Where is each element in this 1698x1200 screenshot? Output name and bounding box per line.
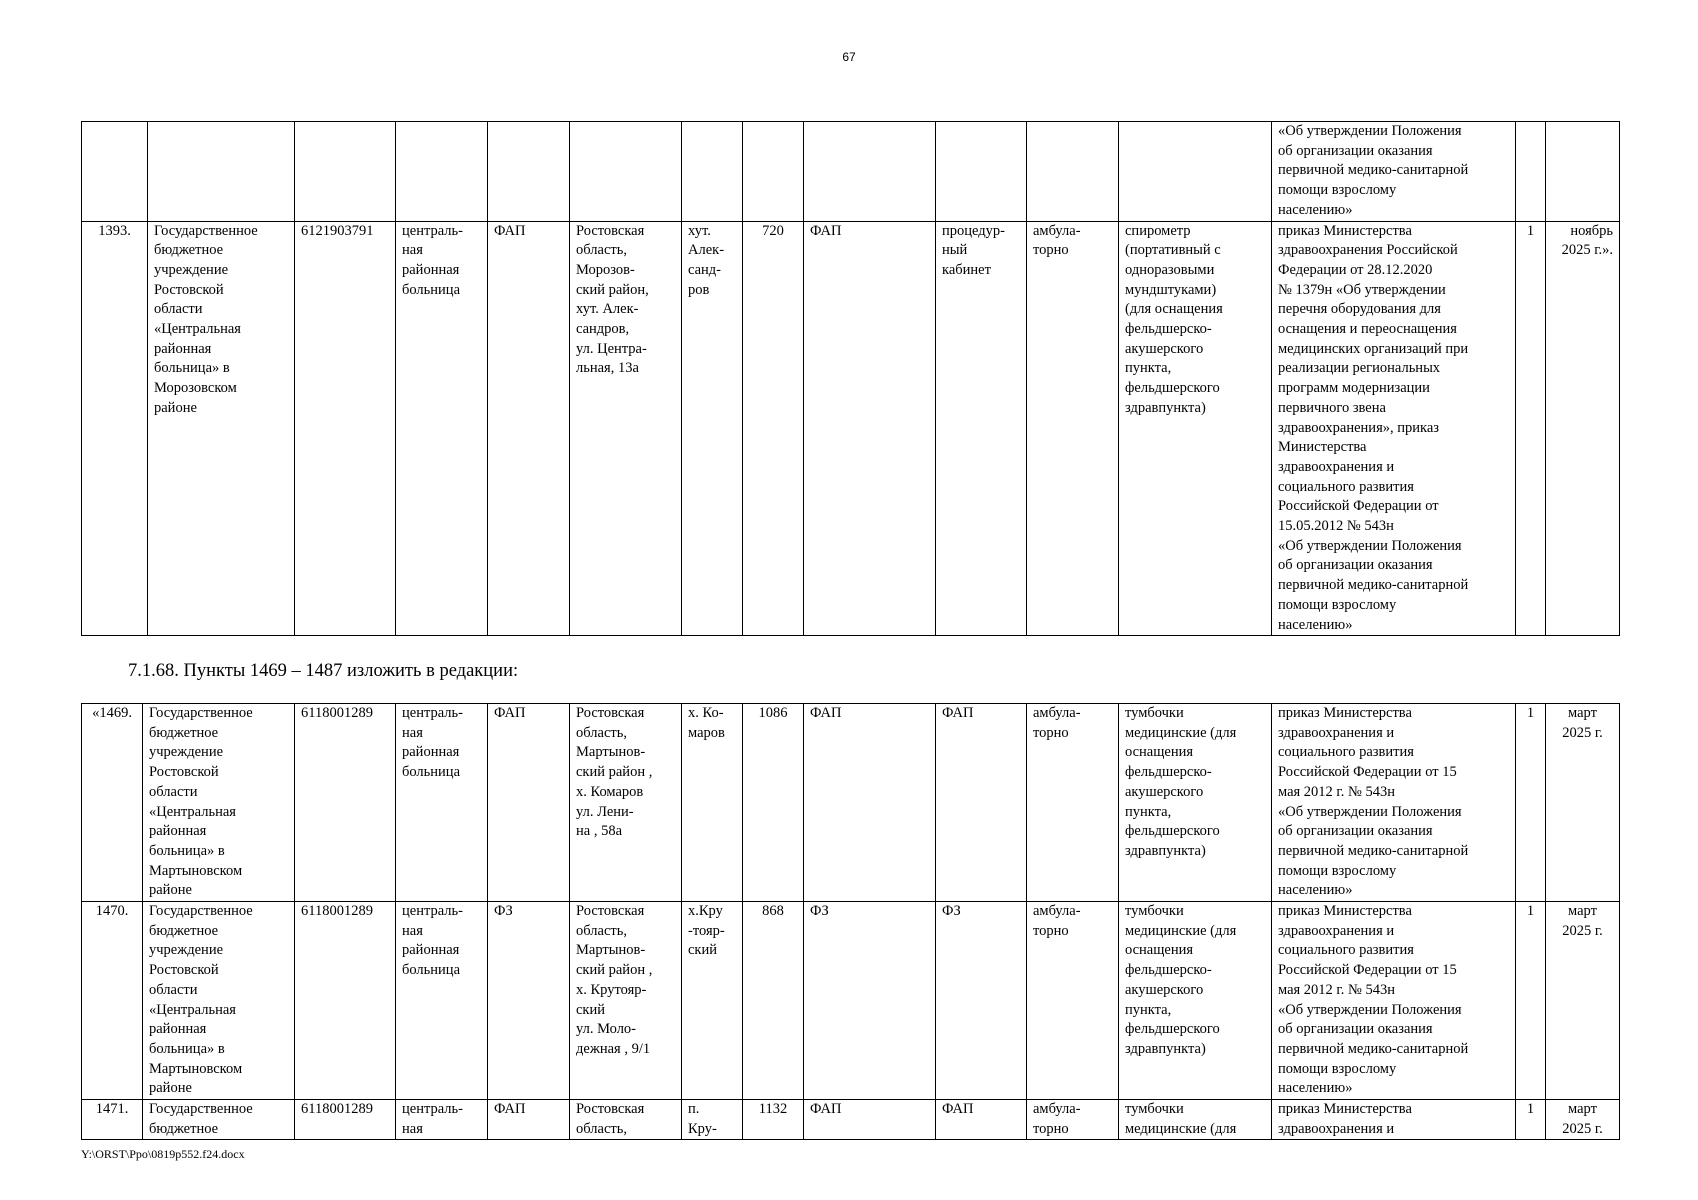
cell-num [82,122,148,222]
cell-population: 868 [743,902,804,1100]
cell-locality [682,122,743,222]
cell-room: ФАП [936,1100,1027,1140]
cell-qty: 1 [1516,704,1546,902]
cell-type: централь- ная районная больница [396,902,488,1100]
cell-inn: 6121903791 [295,221,396,636]
cell-mode: амбула- торно [1027,902,1119,1100]
cell-org: Государственное бюджетное учреждение Ростовской области «Центральная районная больница» в Мартыновском районе [143,704,295,902]
cell-structure: ФЗ [804,902,936,1100]
cell-date: ноябрь 2025 г.». [1546,221,1620,636]
cell-inn [295,122,396,222]
cell-type: централь- ная [396,1100,488,1140]
cell-address: Ростовская область, Морозов- ский район, хут. Алек- сандров, ул. Центра- льная, 13а [570,221,682,636]
cell-population: 1086 [743,704,804,902]
cell-room: ФАП [936,704,1027,902]
cell-locality: хут. Алек- санд- ров [682,221,743,636]
cell-inn: 6118001289 [295,902,396,1100]
cell-inn: 6118001289 [295,704,396,902]
cell-unit: ФАП [488,221,570,636]
cell-locality: х.Кру -тояр- ский [682,902,743,1100]
cell-address: Ростовская область, [570,1100,682,1140]
cell-num: «1469. [82,704,143,902]
cell-num: 1471. [82,1100,143,1140]
section-heading: 7.1.68. Пункты 1469 – 1487 изложить в редакции: [128,661,519,681]
cell-type: централь- ная районная больница [396,221,488,636]
cell-address: Ростовская область, Мартынов- ский район , х. Комаров ул. Лени- на , 58а [570,704,682,902]
equipment-table-bottom [81,703,1620,1140]
cell-type [396,122,488,222]
cell-org: Государственное бюджетное учреждение Ростовской области «Центральная районная больница» в Морозовском районе [148,221,295,636]
cell-population: 720 [743,221,804,636]
cell-qty: 1 [1516,902,1546,1100]
cell-population: 1132 [743,1100,804,1140]
cell-date [1546,122,1620,222]
cell-structure: ФАП [804,1100,936,1140]
cell-legal-basis: «Об утверждении Положения об организации оказания первичной медико-санитарной помощи взрослому населению» [1272,122,1516,222]
cell-structure [804,122,936,222]
cell-org: Государственное бюджетное учреждение Ростовской области «Центральная районная больница» в Мартыновском районе [143,902,295,1100]
cell-address [570,122,682,222]
cell-qty [1516,122,1546,222]
table-row [82,1100,1620,1140]
cell-org [148,122,295,222]
cell-legal-basis: приказ Министерства здравоохранения и [1272,1100,1516,1140]
cell-type: централь- ная районная больница [396,704,488,902]
cell-locality: п. Кру- [682,1100,743,1140]
table-row-continuation [82,122,1620,222]
cell-legal-basis: приказ Министерства здравоохранения Российской Федерации от 28.12.2020 № 1379н «Об утверждении перечня оборудования для оснащения и переоснащения медицинских организаций при реализации региональных программ модернизации первичного звена здравоохранения», приказ Министерства здравоохранения и социального развития Российской Федерации от 15.05.2012 № 543н «Об утверждении Положения об организации оказания первичной медико-санитарной помощи взрослому населению» [1272,221,1516,636]
cell-num: 1470. [82,902,143,1100]
cell-equipment: спирометр (портативный с одноразовыми мундштуками) (для оснащения фельдшерско- акушерского пункта, фельдшерского здравпункта) [1119,221,1272,636]
cell-date: март 2025 г. [1546,902,1620,1100]
page-number: 67 [842,50,856,64]
cell-mode [1027,122,1119,222]
cell-equipment: тумбочки медицинские (для [1119,1100,1272,1140]
cell-qty: 1 [1516,1100,1546,1140]
cell-room: процедур- ный кабинет [936,221,1027,636]
table-body [82,704,1620,1140]
table-row [82,704,1620,902]
cell-population [743,122,804,222]
cell-unit [488,122,570,222]
cell-unit: ФЗ [488,902,570,1100]
cell-org: Государственное бюджетное [143,1100,295,1140]
table-body [82,122,1620,636]
cell-unit: ФАП [488,704,570,902]
equipment-table-top [81,121,1620,636]
cell-num: 1393. [82,221,148,636]
cell-date: март 2025 г. [1546,704,1620,902]
cell-inn: 6118001289 [295,1100,396,1140]
cell-structure: ФАП [804,704,936,902]
cell-unit: ФАП [488,1100,570,1140]
table-row [82,221,1620,636]
cell-structure: ФАП [804,221,936,636]
cell-equipment: тумбочки медицинские (для оснащения фельдшерско- акушерского пункта, фельдшерского здравпункта) [1119,704,1272,902]
file-path-footer: Y:\ORST\Ppo\0819p552.f24.docx [81,1147,245,1161]
cell-mode: амбула- торно [1027,704,1119,902]
cell-room: ФЗ [936,902,1027,1100]
cell-date: март 2025 г. [1546,1100,1620,1140]
cell-address: Ростовская область, Мартынов- ский район , х. Крутояр- ский ул. Моло- дежная , 9/1 [570,902,682,1100]
cell-room [936,122,1027,222]
cell-mode: амбула- торно [1027,1100,1119,1140]
cell-equipment [1119,122,1272,222]
cell-legal-basis: приказ Министерства здравоохранения и социального развития Российской Федерации от 15 мая 2012 г. № 543н «Об утверждении Положения об организации оказания первичной медико-санитарной помощи взрослому населению» [1272,902,1516,1100]
cell-legal-basis: приказ Министерства здравоохранения и социального развития Российской Федерации от 15 мая 2012 г. № 543н «Об утверждении Положения об организации оказания первичной медико-санитарной помощи взрослому населению» [1272,704,1516,902]
cell-qty: 1 [1516,221,1546,636]
cell-locality: х. Ко- маров [682,704,743,902]
cell-equipment: тумбочки медицинские (для оснащения фельдшерско- акушерского пункта, фельдшерского здравпункта) [1119,902,1272,1100]
cell-mode: амбула- торно [1027,221,1119,636]
table-row [82,902,1620,1100]
